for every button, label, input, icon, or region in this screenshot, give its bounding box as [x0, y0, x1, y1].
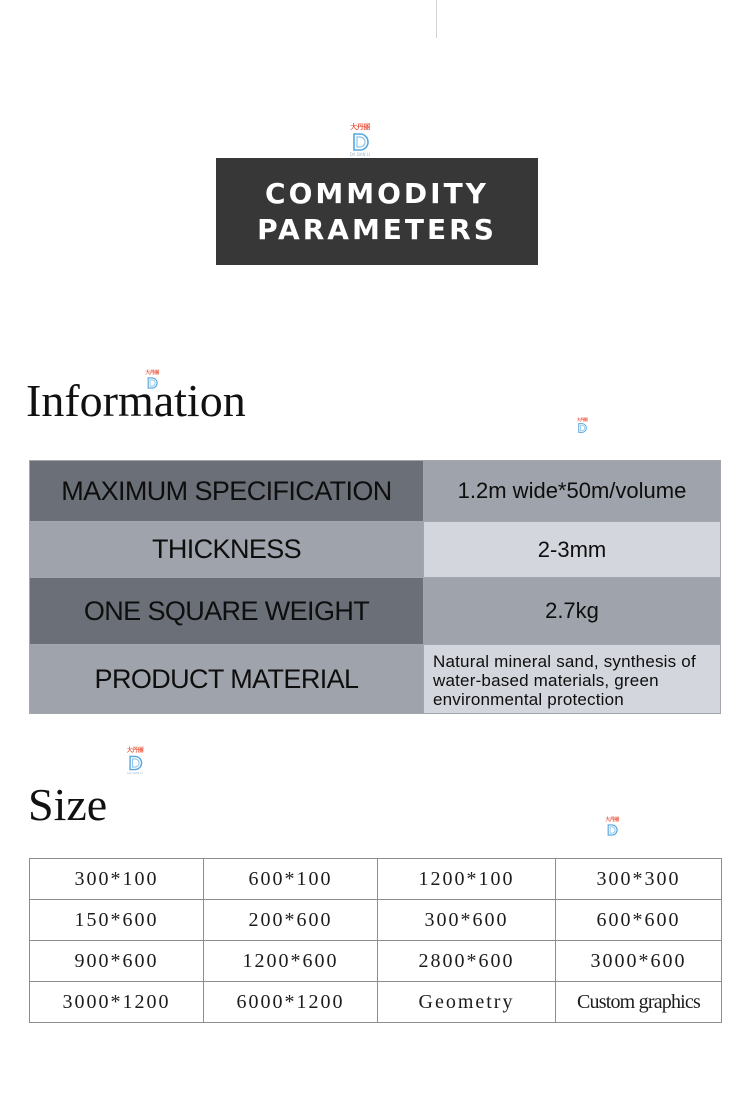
size-cell: 1200*100 — [378, 859, 556, 900]
watermark-logo — [344, 124, 376, 157]
thickness-value: 2-3mm — [424, 522, 721, 578]
commodity-parameters-banner — [216, 158, 538, 265]
table-row — [30, 645, 721, 714]
table-row — [30, 522, 721, 578]
size-cell: 6000*1200 — [204, 982, 378, 1023]
watermark-d-icon — [126, 754, 144, 772]
watermark-brand-cn: 大丹丽 — [126, 747, 144, 754]
size-cell: 3000*600 — [556, 941, 722, 982]
watermark-d-icon — [605, 823, 619, 837]
watermark-brand-cn: 大丹丽 — [350, 123, 370, 131]
thickness-label: THICKNESS — [30, 522, 424, 578]
size-cell: 1200*600 — [204, 941, 378, 982]
size-cell: 3000*1200 — [30, 982, 204, 1023]
spec-value: 1.2m wide*50m/volume — [424, 461, 721, 522]
size-heading: Size — [28, 779, 108, 830]
information-heading: Information — [26, 375, 246, 426]
table-row — [30, 461, 721, 522]
size-cell: 900*600 — [30, 941, 204, 982]
table-row — [30, 578, 721, 645]
watermark-logo — [572, 418, 592, 434]
size-table — [29, 858, 722, 1023]
banner-line-2: PARAMETERS — [257, 212, 497, 246]
top-divider-line — [436, 0, 437, 38]
banner-line-1: COMMODITY — [265, 176, 489, 210]
size-cell: 2800*600 — [378, 941, 556, 982]
watermark-logo — [601, 818, 623, 837]
table-row — [30, 941, 722, 982]
weight-value: 2.7kg — [424, 578, 721, 645]
information-table — [29, 460, 721, 714]
size-cell: 300*300 — [556, 859, 722, 900]
watermark-logo — [122, 748, 148, 775]
watermark-d-icon — [576, 422, 588, 434]
material-value: Natural mineral sand, synthesis of water-based materials, green environmental protection — [424, 645, 721, 714]
table-row — [30, 900, 722, 941]
watermark-brand-cn: 大丹丽 — [145, 370, 159, 376]
watermark-brand-cn: 大丹丽 — [576, 417, 588, 422]
size-cell: 600*100 — [204, 859, 378, 900]
size-cell: 300*600 — [378, 900, 556, 941]
size-cell: 150*600 — [30, 900, 204, 941]
watermark-brand-en: DA DAN LI — [349, 152, 371, 157]
size-cell: Custom graphics — [556, 982, 722, 1023]
spec-label: MAXIMUM SPECIFICATION — [30, 461, 424, 522]
weight-label: ONE SQUARE WEIGHT — [30, 578, 424, 645]
size-cell: 300*100 — [30, 859, 204, 900]
watermark-brand-en: DA DAN LI — [127, 771, 143, 775]
material-label: PRODUCT MATERIAL — [30, 645, 424, 714]
size-cell: 600*600 — [556, 900, 722, 941]
table-row — [30, 859, 722, 900]
watermark-brand-cn: 大丹丽 — [605, 817, 619, 823]
table-row — [30, 982, 722, 1023]
watermark-d-icon — [349, 131, 371, 153]
size-cell: Geometry — [378, 982, 556, 1023]
size-cell: 200*600 — [204, 900, 378, 941]
